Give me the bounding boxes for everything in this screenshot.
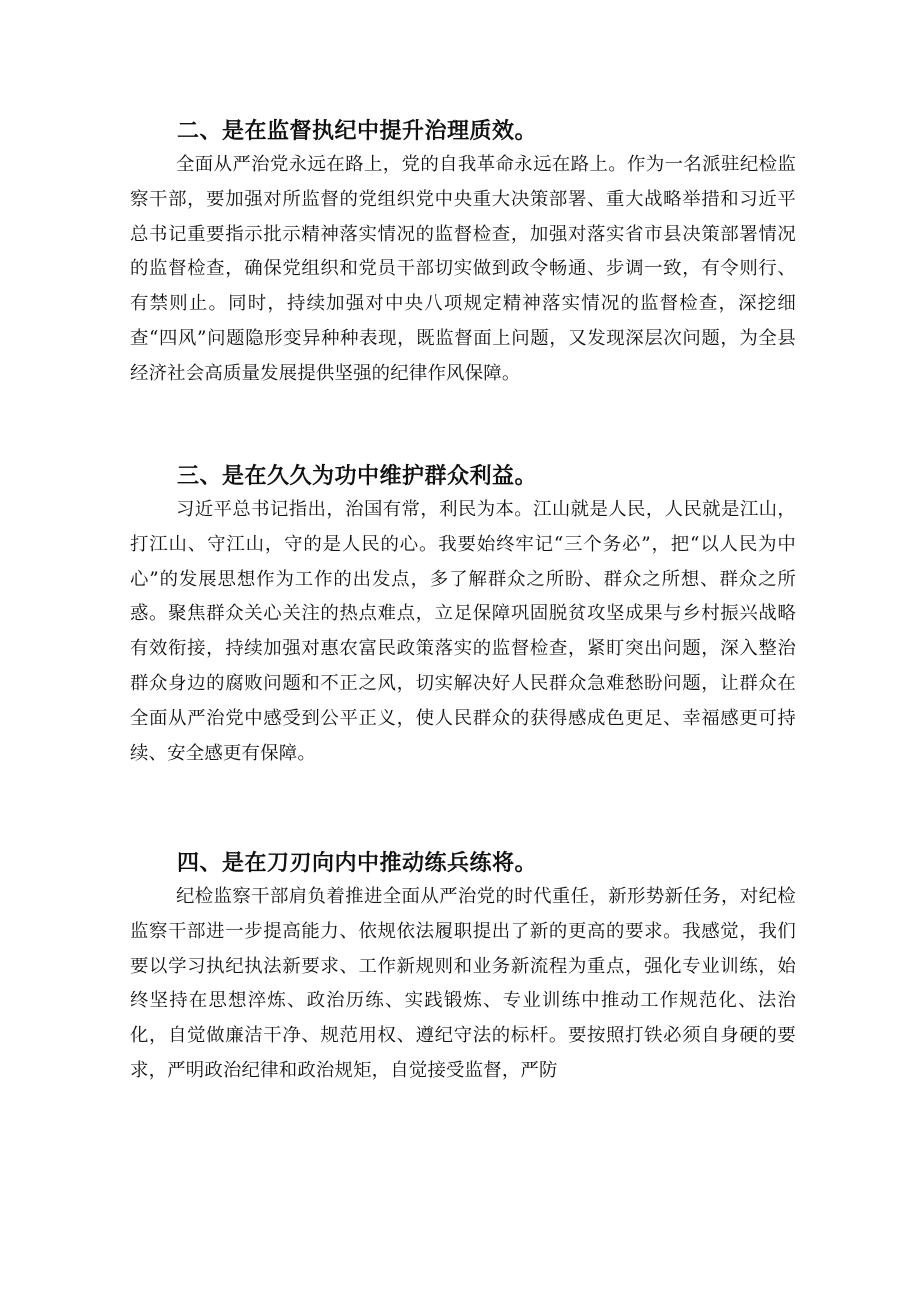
section-heading: 三、是在久久为功中维护群众利益。 bbox=[177, 464, 538, 489]
section-paragraph: 习近平总书记指出，治国有常，利民为本。江山就是人民，人民就是江山，打江山、守江山，守的是人民的心。我要始终牢记“三个务必”，把“以人民为中心”的发展思想作为工作的出发点，多了解群众之所盼、群众之所想、群众之所惑。聚焦群众关心关注的热点难点，立足保障巩固脱贫攻坚成果与乡村振兴战略有效衔接，持续加强对惠农富民政策落实的监督检查，紧盯突出问题，深入整治群众身边的腐败问题和不正之风，切实解决好人民群众急难愁盼问题，让群众在全面从严治党中感受到公平正义，使人民群众的获得感成色更足、幸福感更可持续、安全感更有保障。 bbox=[130, 499, 796, 764]
section-paragraph: 纪检监察干部肩负着推进全面从严治党的时代重任，新形势新任务，对纪检监察干部进一步提高能力、依规依法履职提出了新的更高的要求。我感觉，我们要以学习执纪执法新要求、工作新规则和业务新流程为重点，强化专业训练，始终坚持在思想淬炼、政治历练、实践锻炼、专业训练中推动工作规范化、法治化，自觉做廉洁干净、规范用权、遵纪守法的标杆。要按照打铁必须自身硬的要求，严明政治纪律和政治规矩，自觉接受监督，严防 bbox=[130, 886, 796, 1081]
section-paragraph: 全面从严治党永远在路上，党的自我革命永远在路上。作为一名派驻纪检监察干部，要加强对所监督的党组织党中央重大决策部署、重大战略举措和习近平总书记重要指示批示精神落实情况的监督检查，加强对落实省市县决策部署情况的监督检查，确保党组织和党员干部切实做到政令畅通、步调一致，有令则行、有禁则止。同时，持续加强对中央八项规定精神落实情况的监督检查，深挖细查“四风”问题隐形变异种种表现，既监督面上问题，又发现深层次问题，为全县经济社会高质量发展提供坚强的纪律作风保障。 bbox=[130, 154, 796, 384]
section-heading: 二、是在监督执纪中提升治理质效。 bbox=[177, 119, 538, 144]
section-heading: 四、是在刀刃向内中推动练兵练将。 bbox=[177, 851, 538, 876]
section-three bbox=[130, 461, 796, 771]
section-two bbox=[130, 116, 796, 392]
section-four bbox=[130, 848, 796, 1089]
